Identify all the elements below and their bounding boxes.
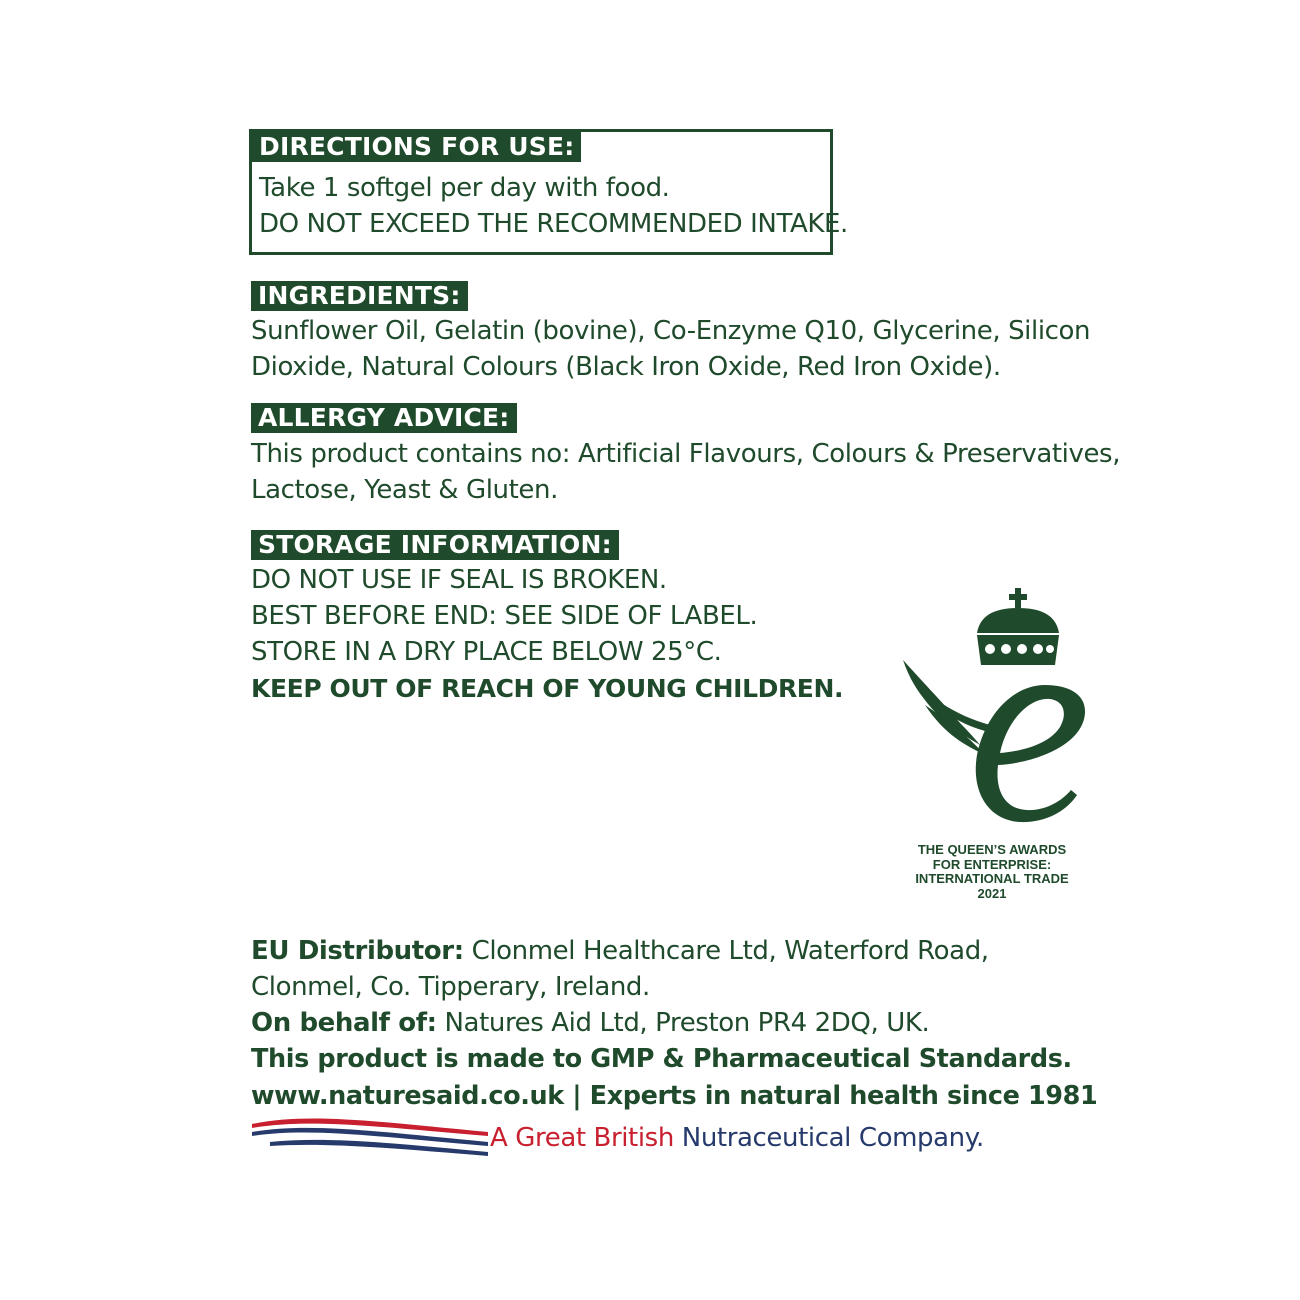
ingredients-line-1: Sunflower Oil, Gelatin (bovine), Co-Enzyme Q10, Glycerine, Silicon [251, 316, 1091, 346]
award-line-3: INTERNATIONAL TRADE [915, 871, 1069, 886]
allergy-line-1: This product contains no: Artificial Flavours, Colours & Preservatives, [251, 439, 1121, 469]
allergy-line-2: Lactose, Yeast & Gluten. [251, 475, 558, 505]
ingredients-section [251, 281, 468, 311]
award-line-2: FOR ENTERPRISE: [932, 856, 1052, 872]
ingredients-line-2: Dioxide, Natural Colours (Black Iron Oxide, Red Iron Oxide). [251, 352, 1001, 382]
directions-line-1: Take 1 softgel per day with food. [259, 173, 670, 203]
award-line-4: 2021 [977, 885, 1007, 901]
winged-e-icon [903, 660, 1085, 822]
tagline [490, 1120, 984, 1157]
crown-icon [977, 588, 1059, 665]
directions-heading: DIRECTIONS FOR USE: [252, 132, 581, 162]
distributor-address-1: Clonmel Healthcare Ltd, Waterford Road, [463, 936, 989, 966]
behalf-label: On behalf of: [251, 1008, 437, 1038]
award-caption [887, 843, 1097, 901]
distributor-line-1 [251, 933, 989, 970]
storage-line-2: BEST BEFORE END: SEE SIDE OF LABEL. [251, 601, 758, 631]
award-line-1: THE QUEEN’S AWARDS [917, 842, 1067, 857]
flag-swoosh-icon [250, 1112, 490, 1160]
gmp-line: This product is made to GMP & Pharmaceutical Standards. [251, 1044, 1072, 1074]
distributor-label: EU Distributor: [251, 936, 464, 966]
queens-award-emblem [895, 585, 1095, 840]
directions-box [249, 129, 848, 255]
tagline-navy: Nutraceutical Company. [673, 1123, 984, 1153]
ingredients-heading: INGREDIENTS: [251, 281, 468, 311]
storage-heading: STORAGE INFORMATION: [251, 530, 619, 560]
behalf-text: Natures Aid Ltd, Preston PR4 2DQ, UK. [436, 1008, 930, 1038]
distributor-line-2: Clonmel, Co. Tipperary, Ireland. [251, 972, 650, 1002]
website-line: www.naturesaid.co.uk | Experts in natural health since 1981 [251, 1081, 1098, 1111]
allergy-heading: ALLERGY ADVICE: [251, 403, 517, 433]
storage-section [251, 530, 619, 560]
directions-line-2: DO NOT EXCEED THE RECOMMENDED INTAKE. [259, 209, 848, 239]
storage-line-4: KEEP OUT OF REACH OF YOUNG CHILDREN. [251, 674, 844, 703]
behalf-line [251, 1005, 929, 1042]
allergy-section [251, 403, 517, 433]
storage-line-1: DO NOT USE IF SEAL IS BROKEN. [251, 565, 667, 595]
tagline-red: A Great British [490, 1123, 674, 1153]
storage-line-3: STORE IN A DRY PLACE BELOW 25°C. [251, 637, 722, 667]
